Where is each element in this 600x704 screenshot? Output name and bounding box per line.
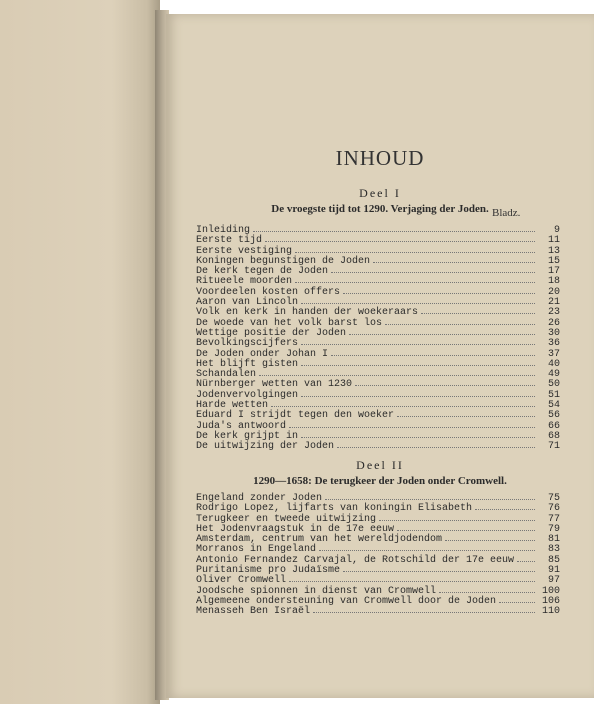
- page-column-header: Bladz.: [492, 207, 521, 219]
- toc-entry-page: 9: [553, 225, 560, 236]
- toc-entry-page: 17: [547, 266, 560, 278]
- toc-entry-title: Voordeelen kosten offers: [196, 286, 341, 298]
- toc-entry-title: De woede van het volk barst los: [196, 317, 383, 329]
- toc-entry-page: 66: [547, 420, 560, 432]
- toc-entry-title: Volk en kerk in handen der woekeraars: [196, 307, 419, 319]
- toc-entry: [196, 502, 560, 515]
- part-2-label: Deel II: [356, 458, 404, 472]
- toc-leader-dots: [271, 399, 535, 407]
- toc-leader-dots: [397, 523, 535, 531]
- toc-entry: [196, 265, 560, 278]
- part-1-subtitle: De vroegste tijd tot 1290. Verjaging der Joden.: [271, 203, 489, 215]
- toc-leader-dots: [325, 492, 535, 500]
- toc-entry-title: Het blijft gisten: [196, 358, 299, 370]
- toc-leader-dots: [301, 430, 535, 438]
- toc-leader-dots: [421, 306, 535, 314]
- toc-leader-dots: [259, 368, 535, 376]
- toc-leader-dots: [475, 502, 535, 510]
- toc-entry-title: De Joden onder Johan I: [196, 348, 329, 360]
- toc-entry: [196, 286, 560, 296]
- toc-entry-page: 49: [547, 369, 560, 381]
- toc-entry-page: 83: [547, 544, 560, 556]
- left-page: [0, 0, 160, 704]
- toc-entry-page: 11: [547, 235, 560, 247]
- toc-entry: [196, 275, 560, 288]
- toc-entry-page: 97: [547, 575, 560, 587]
- toc-entry-page: 106: [541, 595, 560, 607]
- toc-entry-title: Nürnberger wetten van 1230: [196, 379, 353, 391]
- toc-entry-page: 77: [547, 513, 560, 525]
- toc-leader-dots: [337, 440, 535, 448]
- toc-entry: [196, 399, 560, 412]
- toc-leader-dots: [343, 564, 535, 572]
- toc-entry-page: 50: [547, 379, 560, 391]
- toc-entry-page: 85: [547, 554, 560, 566]
- toc-leader-dots: [319, 543, 535, 551]
- toc-leader-dots: [301, 296, 535, 304]
- toc-leader-dots: [517, 554, 535, 562]
- toc-entry: [196, 317, 560, 327]
- toc-entry-page: 15: [547, 255, 560, 267]
- toc-entry: [196, 585, 560, 595]
- toc-entry: [196, 358, 560, 368]
- toc-entry-title: Antonio Fernandez Carvajal, de Rotschild der 17e eeuw: [196, 554, 515, 566]
- toc-entry-title: Joodsche spionnen in dienst van Cromwell: [196, 585, 437, 597]
- toc-entry-title: Schandalen: [196, 369, 257, 381]
- toc-part-1: [196, 224, 560, 451]
- toc-entry-title: De uitwijzing der Joden: [196, 441, 335, 453]
- toc-entry: [196, 378, 560, 391]
- toc-entry: [196, 245, 560, 255]
- toc-entry: [196, 368, 560, 381]
- toc-entry-title: Het Jodenvraagstuk in de 17e eeuw: [196, 523, 395, 535]
- toc-leader-dots: [301, 358, 535, 366]
- toc-entry-page: 56: [547, 410, 560, 422]
- toc-leader-dots: [289, 574, 535, 582]
- toc-leader-dots: [385, 317, 535, 325]
- toc-entry-title: Bevolkingscijfers: [196, 338, 299, 350]
- toc-entry: [196, 533, 560, 546]
- toc-leader-dots: [499, 595, 535, 603]
- toc-entry: [196, 430, 560, 440]
- toc-leader-dots: [343, 286, 535, 294]
- toc-entry-page: 71: [547, 441, 560, 453]
- toc-leader-dots: [253, 224, 535, 232]
- toc-entry-page: 100: [541, 585, 560, 597]
- toc-entry: [196, 554, 560, 564]
- toc-part-2: [196, 492, 560, 616]
- toc-entry-title: Menasseh Ben Israël: [196, 606, 311, 618]
- toc-entry-title: Inleiding: [196, 225, 251, 236]
- toc-entry-title: Koningen begunstigen de Joden: [196, 255, 371, 267]
- toc-entry-page: 26: [547, 317, 560, 329]
- toc-entry-page: 76: [547, 503, 560, 515]
- toc-leader-dots: [295, 275, 535, 283]
- toc-entry-title: Eduard I strijdt tegen den woeker: [196, 410, 395, 422]
- toc-leader-dots: [313, 605, 535, 613]
- toc-entry: [196, 440, 560, 453]
- toc-entry-page: 110: [541, 606, 560, 618]
- toc-entry-page: 36: [547, 338, 560, 350]
- toc-entry-title: Aaron van Lincoln: [196, 297, 299, 309]
- toc-entry: [196, 348, 560, 358]
- toc-entry-title: Engeland zonder Joden: [196, 493, 323, 504]
- toc-entry: [196, 234, 560, 247]
- toc-leader-dots: [331, 348, 535, 356]
- toc-leader-dots: [265, 234, 535, 242]
- part-1-label: Deel I: [359, 186, 401, 200]
- toc-leader-dots: [439, 585, 535, 593]
- toc-leader-dots: [355, 378, 535, 386]
- toc-leader-dots: [301, 389, 535, 397]
- toc-entry-page: 91: [547, 565, 560, 577]
- toc-entry: [196, 389, 560, 399]
- toc-entry-page: 40: [547, 358, 560, 370]
- toc-leader-dots: [295, 245, 535, 253]
- toc-entry-page: 54: [547, 400, 560, 412]
- toc-entry-title: Juda's antwoord: [196, 420, 287, 432]
- toc-entry-title: Harde wetten: [196, 400, 269, 412]
- toc-entry-page: 81: [547, 534, 560, 546]
- toc-entry: [196, 523, 560, 533]
- toc-leader-dots: [349, 327, 535, 335]
- toc-entry-title: Rodrigo Lopez, lijfarts van koningin Elisabeth: [196, 503, 473, 515]
- right-page: [166, 14, 594, 698]
- toc-entry-page: 13: [547, 245, 560, 257]
- page-title: INHOUD: [335, 146, 425, 170]
- toc-leader-dots: [301, 337, 535, 345]
- toc-entry-title: Eerste vestiging: [196, 245, 293, 257]
- toc-entry-title: Wettige positie der Joden: [196, 327, 347, 339]
- toc-entry: [196, 337, 560, 350]
- toc-entry-page: 20: [547, 286, 560, 298]
- toc-leader-dots: [331, 265, 535, 273]
- toc-entry-title: Oliver Cromwell: [196, 575, 287, 587]
- toc-entry-page: 68: [547, 430, 560, 442]
- toc-entry-title: Algemeene ondersteuning van Cromwell door de Joden: [196, 595, 497, 607]
- toc-entry: [196, 296, 560, 309]
- toc-entry: [196, 327, 560, 337]
- toc-entry-title: Amsterdam, centrum van het wereldjodendom: [196, 534, 443, 546]
- toc-entry: [196, 255, 560, 265]
- toc-entry-title: De kerk tegen de Joden: [196, 266, 329, 278]
- toc-leader-dots: [379, 513, 535, 521]
- toc-entry: [196, 224, 560, 234]
- toc-entry-page: 51: [547, 389, 560, 401]
- toc-leader-dots: [289, 420, 535, 428]
- toc-entry: [196, 409, 560, 422]
- toc-entry: [196, 605, 560, 618]
- toc-entry-page: 79: [547, 523, 560, 535]
- toc-entry-page: 23: [547, 307, 560, 319]
- toc-leader-dots: [445, 533, 535, 541]
- toc-entry-title: Puritanisme pro Judaïsme: [196, 565, 341, 577]
- toc-entry: [196, 543, 560, 556]
- toc-leader-dots: [373, 255, 535, 263]
- toc-entry-title: Ritueele moorden: [196, 276, 293, 288]
- toc-entry-page: 30: [547, 327, 560, 339]
- toc-entry: [196, 306, 560, 319]
- toc-entry: [196, 492, 560, 502]
- toc-entry: [196, 595, 560, 605]
- toc-entry: [196, 574, 560, 587]
- toc-entry-title: Eerste tijd: [196, 235, 263, 247]
- toc-entry-page: 21: [547, 297, 560, 309]
- toc-entry-title: Morranos in Engeland: [196, 544, 317, 556]
- toc-entry-title: Terugkeer en tweede uitwijzing: [196, 513, 377, 525]
- toc-entry: [196, 564, 560, 577]
- part-2-subtitle: 1290—1658: De terugkeer der Joden onder Cromwell.: [253, 475, 507, 487]
- toc-entry: [196, 420, 560, 430]
- toc-entry-page: 18: [547, 276, 560, 288]
- toc-entry-title: De kerk grijpt in: [196, 430, 299, 442]
- toc-entry-page: 75: [547, 493, 560, 504]
- toc-entry-page: 37: [547, 348, 560, 360]
- toc-entry-title: Jodenvervolgingen: [196, 389, 299, 401]
- toc-leader-dots: [397, 409, 535, 417]
